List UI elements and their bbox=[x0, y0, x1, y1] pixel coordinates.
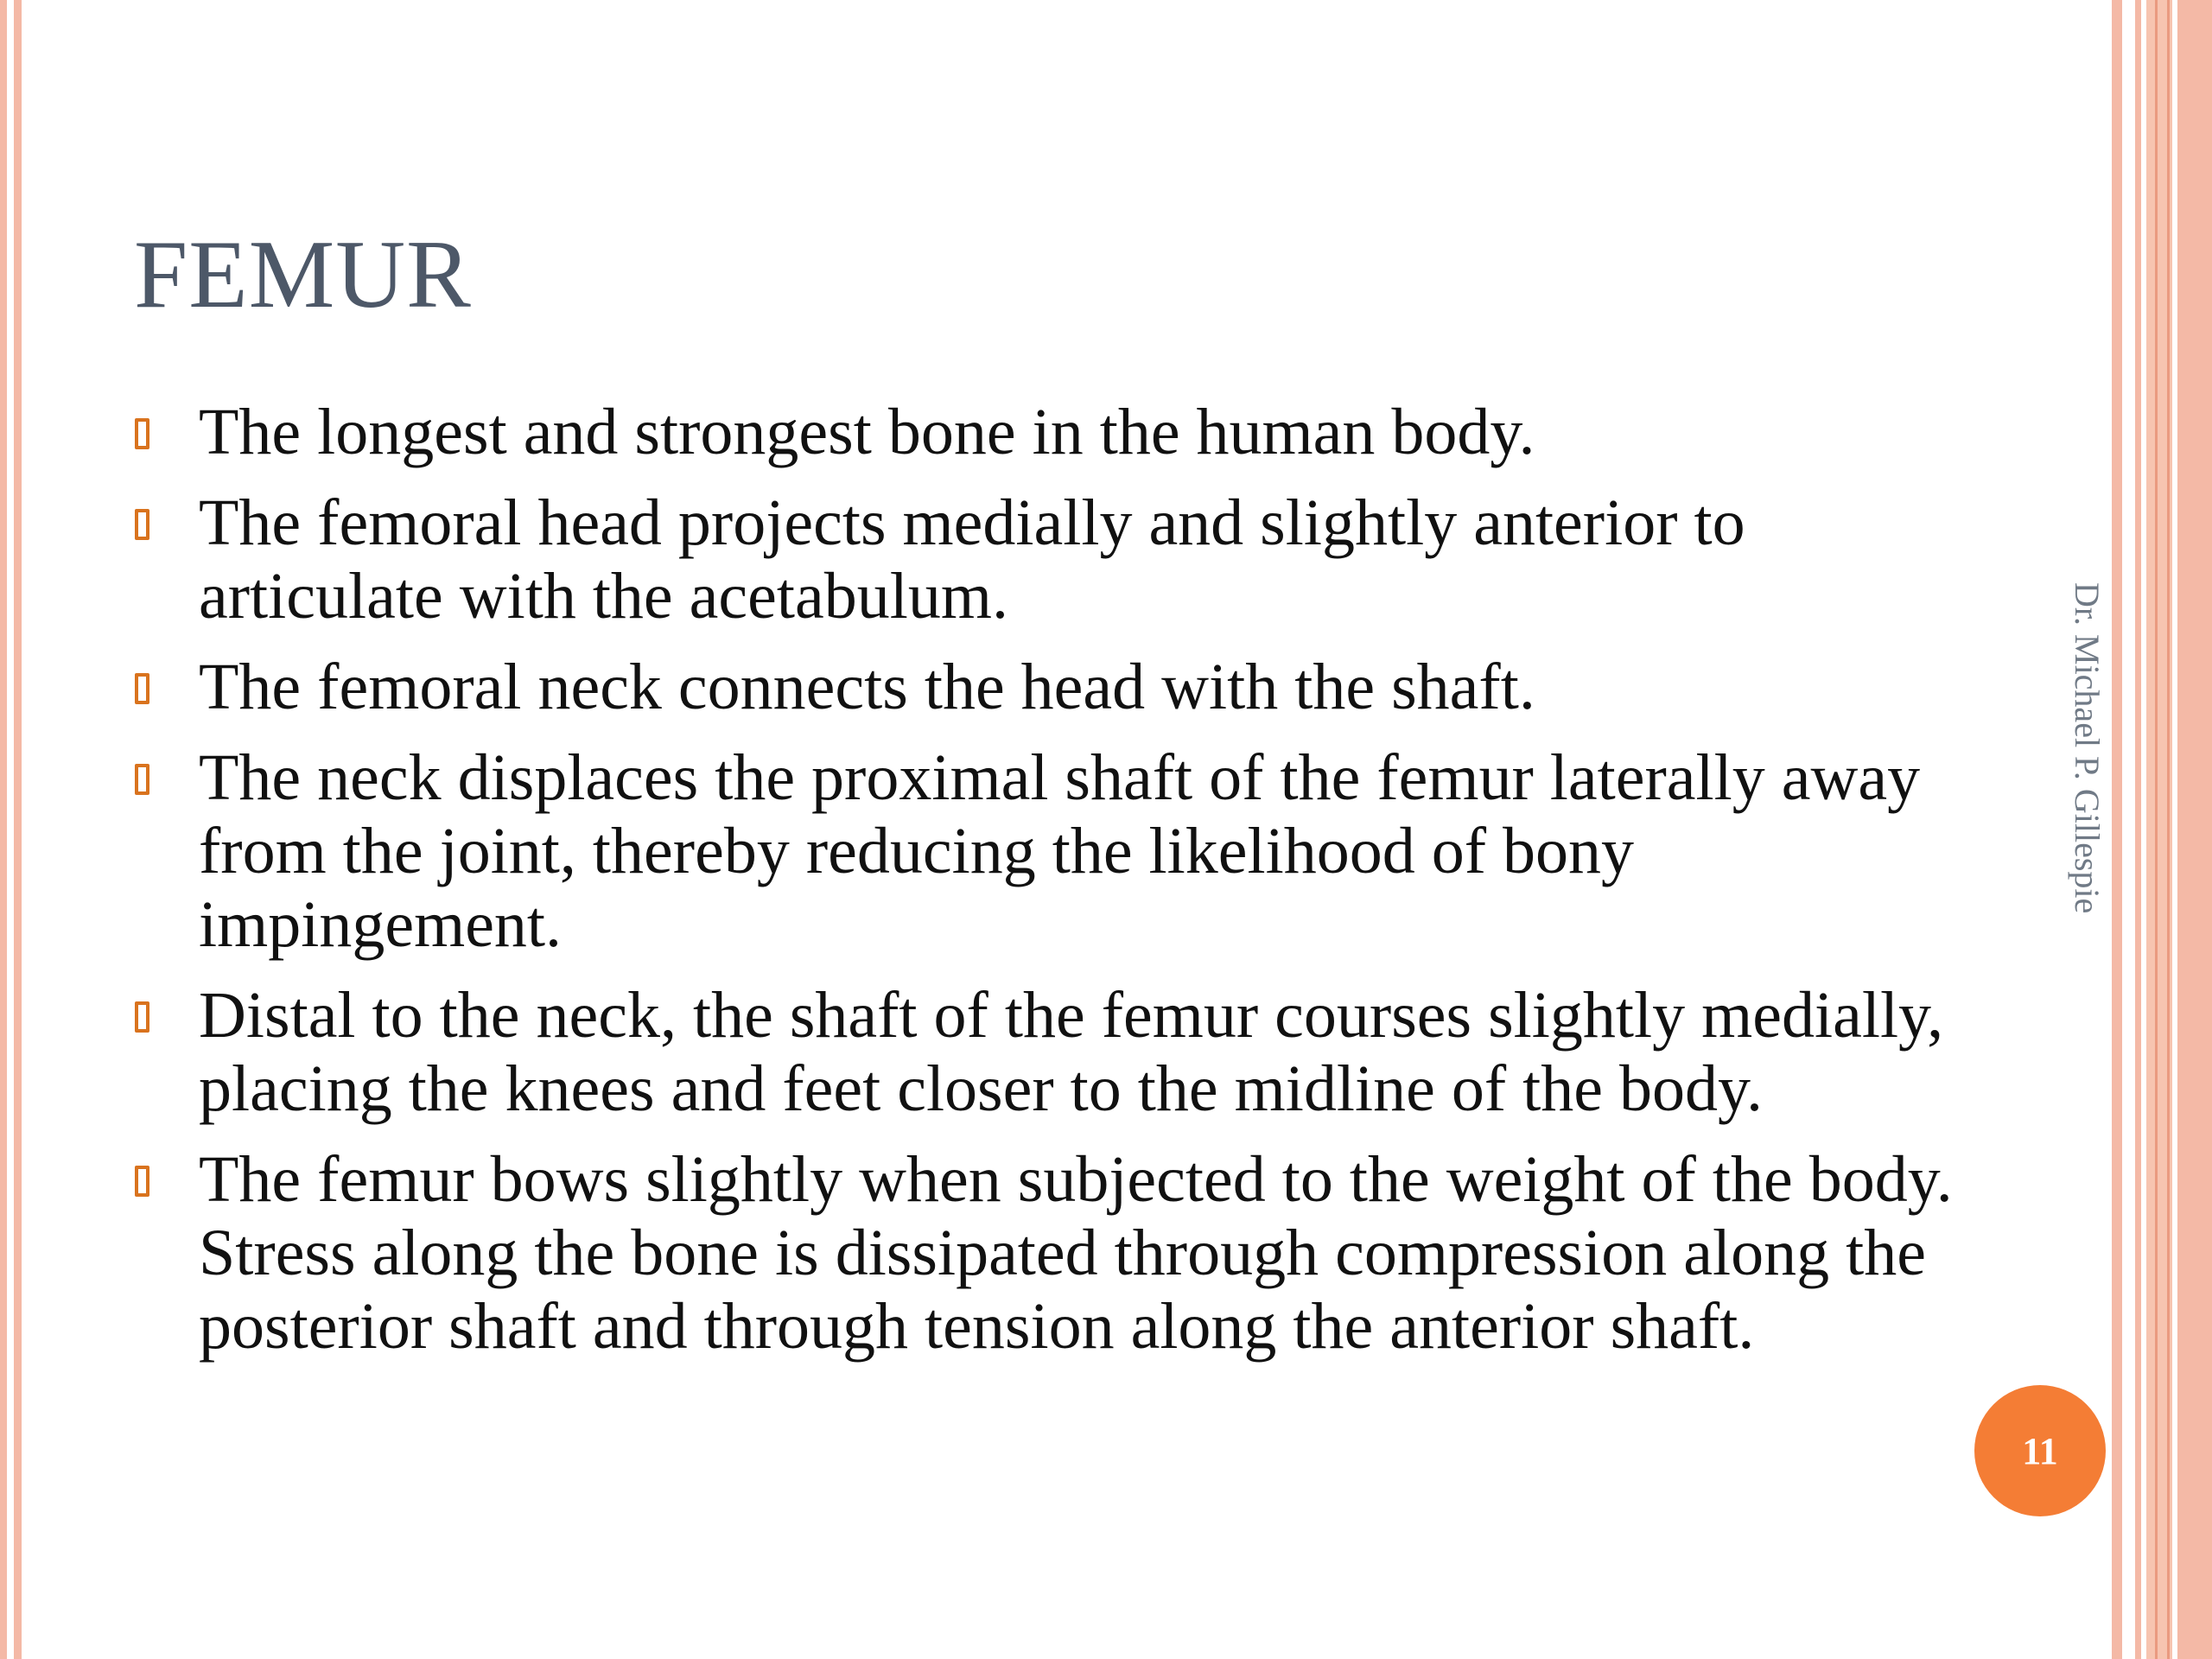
bullet-text: Distal to the neck, the shaft of the femur courses slightly medially, placing the knees and feet closer to the midline of the body. bbox=[199, 979, 1944, 1125]
right-border-thin-line-1 bbox=[2155, 0, 2158, 1659]
page-number-badge: 11 bbox=[1974, 1385, 2106, 1516]
bullet-item bbox=[130, 1143, 1961, 1363]
bullet-text: The neck displaces the proximal shaft of the femur laterally away from the joint, thereby reducing the likelihood of bony impingement. bbox=[199, 741, 1921, 961]
bullet-text: The femur bows slightly when subjected to the weight of the body. Stress along the bone is dissipated through compression along the posterior shaft and through tension along the anterior shaft. bbox=[199, 1143, 1953, 1363]
bullet-item bbox=[130, 486, 1961, 633]
bullet-icon bbox=[135, 1001, 149, 1033]
slide-title: FEMUR bbox=[134, 221, 472, 328]
right-border-stripe-1 bbox=[2112, 0, 2122, 1659]
bullet-icon bbox=[135, 509, 149, 540]
bullet-item bbox=[130, 979, 1961, 1126]
left-border-stripe-outer bbox=[0, 0, 7, 1659]
bullet-text: The femoral neck connects the head with the shaft. bbox=[199, 651, 1535, 723]
bullet-list bbox=[130, 396, 1961, 1381]
bullet-text: The longest and strongest bone in the human body. bbox=[199, 396, 1535, 468]
author-credit: Dr. Michael P. Gillespie bbox=[2068, 582, 2107, 914]
bullet-item bbox=[130, 651, 1961, 724]
bullet-icon bbox=[135, 1166, 149, 1197]
bullet-icon bbox=[135, 764, 149, 795]
bullet-item bbox=[130, 741, 1961, 962]
bullet-text: The femoral head projects medially and slightly anterior to articulate with the acetabulum. bbox=[199, 486, 1745, 632]
bullet-icon bbox=[135, 673, 149, 704]
bullet-item bbox=[130, 396, 1961, 469]
bullet-icon bbox=[135, 418, 149, 449]
right-border-thin-line-2 bbox=[2167, 0, 2170, 1659]
right-border-stripe-2 bbox=[2135, 0, 2141, 1659]
right-border-stripe-4 bbox=[2177, 0, 2212, 1659]
left-border-stripe-inner bbox=[14, 0, 22, 1659]
